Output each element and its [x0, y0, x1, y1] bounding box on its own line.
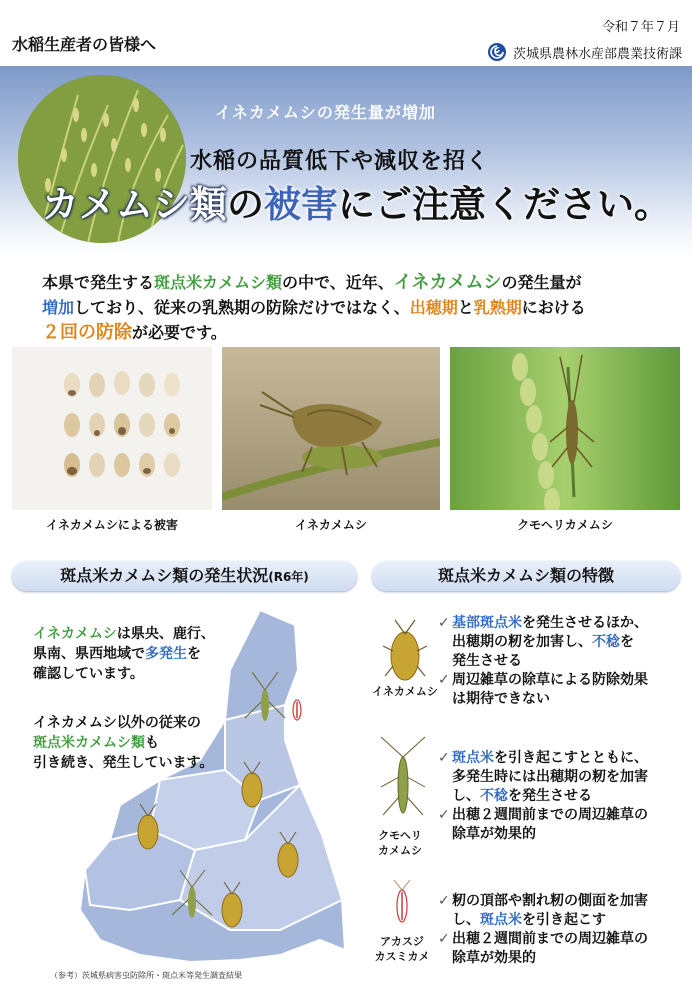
- check-icon: ✓: [438, 807, 450, 823]
- intro-text: の中で、近年、: [282, 273, 394, 292]
- check-icon: ✓: [438, 893, 450, 909]
- text: イネカメムシ以外の従来の: [33, 715, 201, 731]
- banner-headline: [42, 174, 671, 228]
- text: 県南、県西地域で: [33, 646, 145, 662]
- intro-text: 本県で発生する: [42, 273, 155, 292]
- text: 除草が効果的: [452, 826, 536, 842]
- occurrence-text-2: [33, 713, 213, 773]
- text: を: [620, 634, 634, 650]
- text: を引き起こす: [522, 912, 606, 928]
- check-icon: ✓: [438, 931, 450, 947]
- text: 出穂２週間前までの周辺雑草の: [452, 931, 648, 947]
- text: 除草が効果的: [452, 950, 536, 966]
- reference-note: （参考）茨城県病害虫防除所・斑点米等発生調査結果: [50, 971, 242, 980]
- intro-paragraph: [42, 270, 672, 345]
- issue-date: 令和７年７月: [601, 20, 680, 35]
- damaged-rice-photo: [12, 347, 212, 510]
- intro-highlight: 斑点米カメムシ類: [154, 273, 283, 292]
- text: 出穂２週間前までの周辺雑草の: [452, 807, 648, 823]
- label-line: カスミカメ: [374, 950, 430, 963]
- intro-text: における: [521, 298, 586, 317]
- akasuji-bug-icon: [390, 880, 414, 928]
- highlight: 斑点米カメムシ類: [33, 735, 145, 751]
- intro-highlight: イネカメムシ: [393, 272, 502, 293]
- label-line: アカスジ: [380, 935, 424, 948]
- kumoheri-bug-photo: [450, 347, 680, 510]
- headline-part-c: 被害: [264, 183, 338, 226]
- prefecture-logo-icon: [487, 42, 507, 62]
- photo-caption-2: イネカメムシ: [295, 518, 367, 532]
- bug1-features: [438, 614, 648, 709]
- banner-line-1: 水稲の品質低下や減収を招く: [190, 149, 490, 174]
- banner-subtitle: イネカメムシの発生量が増加: [215, 103, 436, 122]
- section-title-year: (R6年): [268, 570, 309, 584]
- text: 発生させる: [452, 653, 522, 669]
- intro-highlight: ２回の防除: [42, 322, 132, 343]
- rice-stink-bug-icon: [383, 616, 427, 686]
- check-icon: ✓: [438, 615, 450, 631]
- page-heading: 水稲生産者の皆様へ: [12, 35, 157, 54]
- text: を発生させるほか、: [522, 615, 648, 631]
- highlight: 不稔: [480, 788, 508, 804]
- text: を発生させる: [508, 788, 592, 804]
- bug-label-2: [366, 828, 434, 858]
- kumoheri-bug-icon: [373, 735, 433, 825]
- headline-part-b: の: [227, 183, 264, 226]
- photo-caption-1: イネカメムシによる被害: [46, 518, 178, 532]
- text: も: [145, 735, 159, 751]
- bug-label-3: [366, 934, 438, 964]
- rice-stink-bug-photo: [222, 347, 440, 510]
- check-icon: ✓: [438, 750, 450, 766]
- text: は県央、鹿行、: [116, 626, 215, 642]
- highlight: 斑点米: [452, 750, 494, 766]
- text: 籾の頂部や割れ籾の側面を加害: [452, 893, 648, 909]
- intro-text: しており、従来の乳熟期の防除だけではなく、: [74, 298, 410, 317]
- intro-highlight: 出穂期: [409, 298, 458, 317]
- text: 確認しています。: [33, 666, 144, 682]
- text: を引き起こすとともに、: [494, 750, 648, 766]
- intro-text: と: [457, 298, 474, 317]
- check-icon: ✓: [438, 672, 450, 688]
- highlight: 基部斑点米: [452, 615, 522, 631]
- organization-name: 茨城県農林水産部農業技術課: [512, 46, 682, 62]
- headline-part-d: にご注意ください。: [338, 183, 671, 226]
- intro-text: の発生量が: [501, 273, 582, 292]
- text: 周辺雑草の除草による防除効果: [452, 672, 648, 688]
- photo-caption-3: クモヘリカメムシ: [517, 518, 613, 532]
- text: 多発生時には出穂期の籾を加害: [452, 769, 648, 785]
- bug2-features: [438, 749, 648, 844]
- text: し、: [452, 912, 480, 928]
- bug-label-1: イネカメムシ: [372, 685, 438, 698]
- text: は期待できない: [452, 691, 550, 707]
- organization: [487, 42, 682, 62]
- text: 出穂期の籾を加害し、: [452, 634, 592, 650]
- highlight: 不稔: [592, 634, 620, 650]
- text: を: [187, 646, 201, 662]
- occurrence-text-1: [33, 624, 215, 684]
- section-header-occurrence: [12, 561, 357, 591]
- headline-part-a: カメムシ類: [42, 183, 227, 226]
- bug3-features: [438, 892, 648, 968]
- text: 引き続き、発生しています。: [33, 755, 214, 771]
- highlight: 多発生: [145, 646, 187, 662]
- intro-highlight: 乳熟期: [473, 298, 522, 317]
- section-title: 斑点米カメムシ類の発生状況: [60, 566, 269, 585]
- section-header-features: 斑点米カメムシ類の特徴: [372, 561, 680, 591]
- label-line: カメムシ: [378, 844, 422, 857]
- intro-text: が必要です。: [132, 323, 227, 342]
- highlight: 斑点米: [480, 912, 522, 928]
- intro-highlight: 増加: [42, 298, 75, 317]
- label-line: クモヘリ: [378, 829, 422, 842]
- text: し、: [452, 788, 480, 804]
- highlight: イネカメムシ: [33, 626, 117, 642]
